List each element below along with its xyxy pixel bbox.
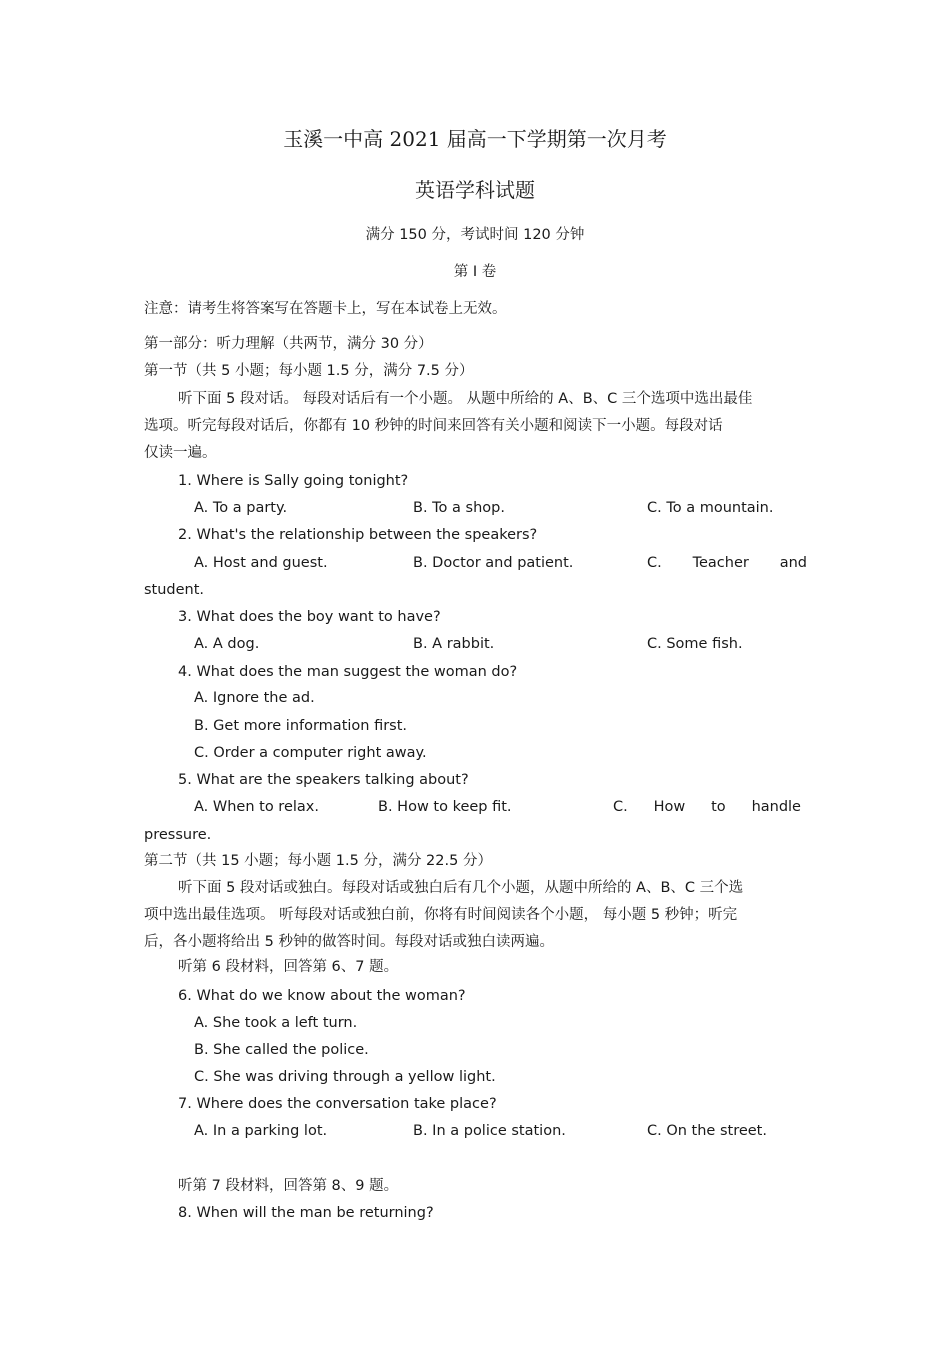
question-4-option-b: B. Get more information first. <box>194 718 408 734</box>
section1-instruction-3: 仅读一遍。 <box>144 445 217 461</box>
question-3-option-b: B. A rabbit. <box>413 636 495 652</box>
option-c-word: Teacher <box>692 555 749 571</box>
question-7-option-c: C. On the street. <box>647 1123 767 1139</box>
question-5-stem: 5. What are the speakers talking about? <box>178 772 469 788</box>
question-4-option-a: A. Ignore the ad. <box>194 690 315 706</box>
volume-label: 第 I 卷 <box>453 264 497 280</box>
question-8-stem: 8. When will the man be returning? <box>178 1205 434 1221</box>
question-5-option-c <box>613 798 801 816</box>
question-3-option-c: C. Some fish. <box>647 636 743 652</box>
exam-title: 玉溪一中高 2021 届高一下学期第一次月考 <box>283 127 667 151</box>
option-c-word: C. <box>613 799 628 815</box>
question-2-option-c-wrap: student. <box>144 582 205 598</box>
question-2-option-a: A. Host and guest. <box>194 555 328 571</box>
material-6-label: 听第 6 段材料，回答第 6、7 题。 <box>178 959 399 975</box>
question-2-option-b: B. Doctor and patient. <box>413 555 574 571</box>
question-5-option-a: A. When to relax. <box>194 799 319 815</box>
question-5-option-b: B. How to keep fit. <box>378 799 512 815</box>
section2-instruction-3: 后，各小题将给出 5 秒钟的做答时间。每段对话或独白读两遍。 <box>144 934 554 950</box>
option-c-word: to <box>711 799 726 815</box>
question-5-option-c-wrap: pressure. <box>144 827 212 843</box>
option-c-word: handle <box>751 799 801 815</box>
material-7-label: 听第 7 段材料，回答第 8、9 题。 <box>178 1178 399 1194</box>
question-2-option-c <box>647 554 807 572</box>
question-1-option-b: B. To a shop. <box>413 500 505 516</box>
question-6-option-b: B. She called the police. <box>194 1042 369 1058</box>
question-1-option-c: C. To a mountain. <box>647 500 774 516</box>
question-2-stem: 2. What's the relationship between the speakers? <box>178 527 538 543</box>
question-1-stem: 1. Where is Sally going tonight? <box>178 473 409 489</box>
score-time: 满分 150 分，考试时间 120 分钟 <box>365 227 585 243</box>
exam-subtitle: 英语学科试题 <box>415 178 535 202</box>
section1-instruction-1: 听下面 5 段对话。 每段对话后有一个小题。 从题中所给的 A、B、C 三个选项中选出最佳 <box>178 391 753 407</box>
question-6-option-a: A. She took a left turn. <box>194 1015 358 1031</box>
question-7-option-a: A. In a parking lot. <box>194 1123 328 1139</box>
section1-heading: 第一节（共 5 小题；每小题 1.5 分，满分 7.5 分） <box>144 363 474 379</box>
part1-heading: 第一部分：听力理解（共两节，满分 30 分） <box>144 336 433 352</box>
question-3-stem: 3. What does the boy want to have? <box>178 609 441 625</box>
section2-instruction-1: 听下面 5 段对话或独白。每段对话或独白后有几个小题，从题中所给的 A、B、C 三个选 <box>178 880 744 896</box>
section1-instruction-2: 选项。听完每段对话后，你都有 10 秒钟的时间来回答有关小题和阅读下一小题。每段对话 <box>144 418 723 434</box>
option-c-word: and <box>779 555 807 571</box>
option-c-word: How <box>653 799 686 815</box>
question-7-option-b: B. In a police station. <box>413 1123 566 1139</box>
section2-instruction-2: 项中选出最佳选项。 听每段对话或独白前，你将有时间阅读各个小题， 每小题 5 秒钟；听完 <box>144 907 738 923</box>
question-3-option-a: A. A dog. <box>194 636 260 652</box>
section2-heading: 第二节（共 15 小题；每小题 1.5 分，满分 22.5 分） <box>144 853 492 869</box>
question-4-stem: 4. What does the man suggest the woman do? <box>178 664 518 680</box>
question-6-stem: 6. What do we know about the woman? <box>178 988 466 1004</box>
option-c-word: C. <box>647 555 662 571</box>
question-7-stem: 7. Where does the conversation take place? <box>178 1096 497 1112</box>
question-6-option-c: C. She was driving through a yellow light. <box>194 1069 496 1085</box>
question-4-option-c: C. Order a computer right away. <box>194 745 427 761</box>
question-1-option-a: A. To a party. <box>194 500 288 516</box>
notice: 注意：请考生将答案写在答题卡上，写在本试卷上无效。 <box>144 301 507 317</box>
